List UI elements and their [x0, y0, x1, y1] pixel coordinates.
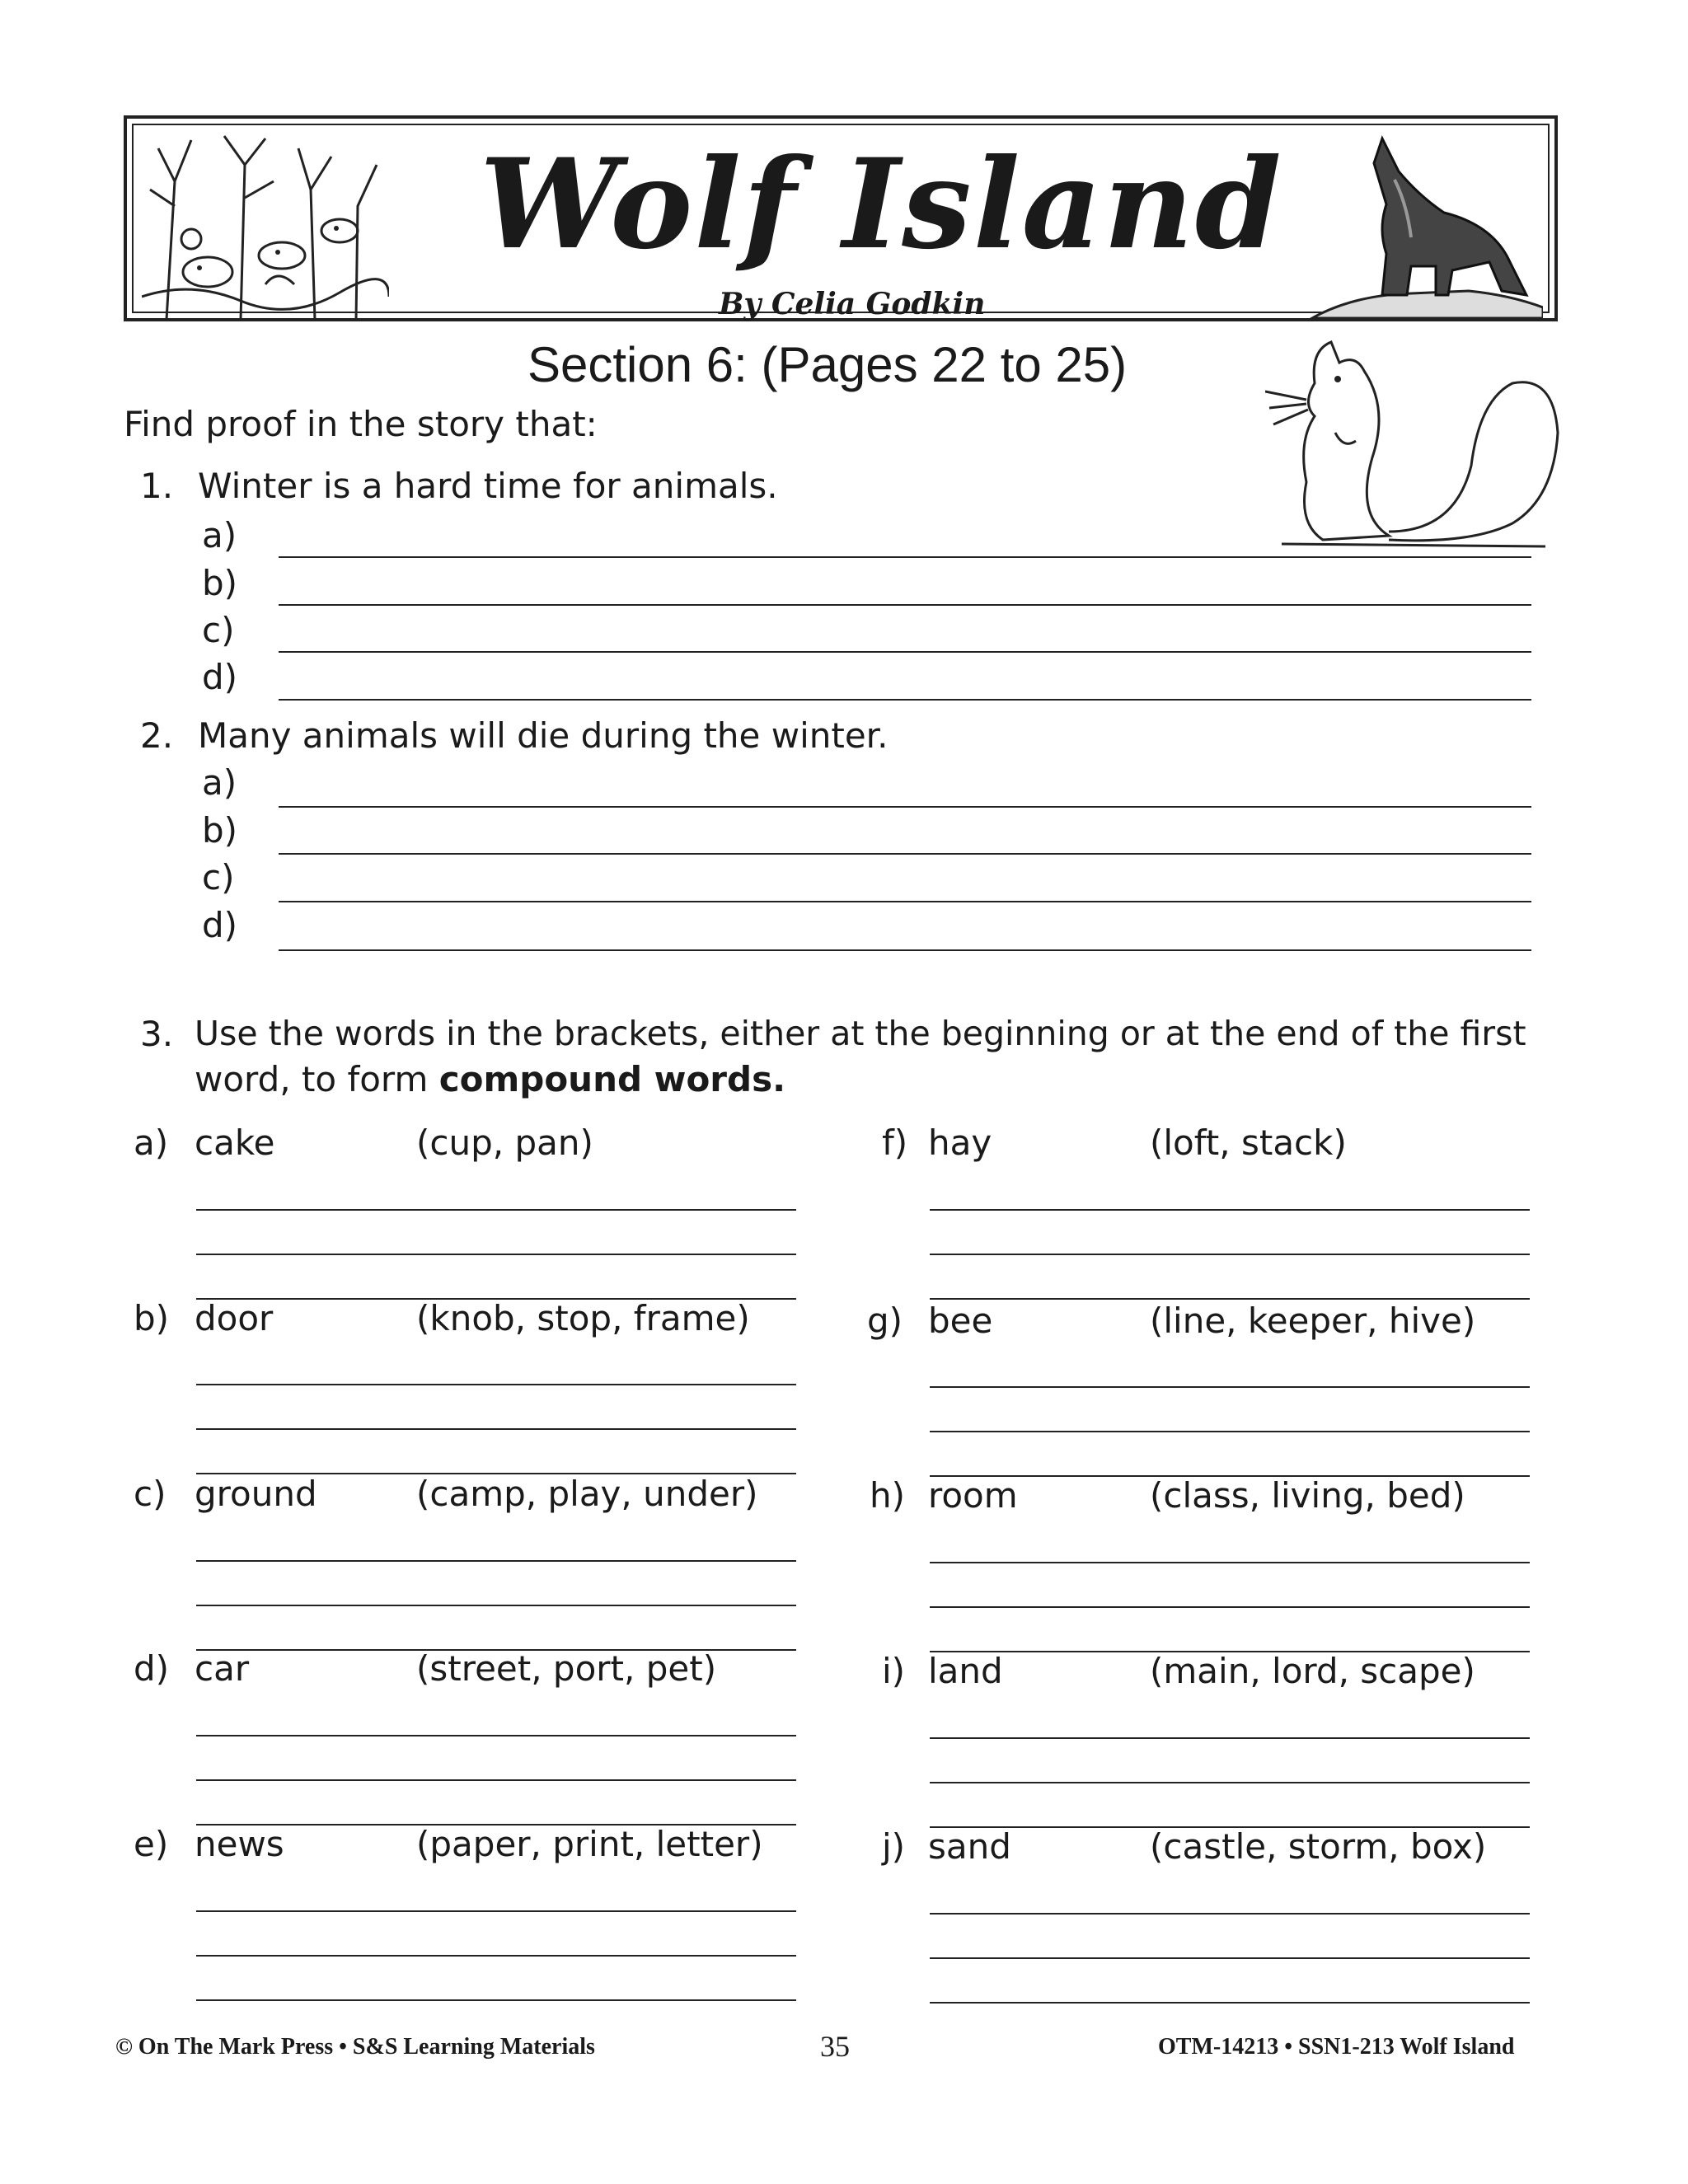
item-options: (knob, stop, frame) [416, 1298, 750, 1338]
banner-inner-border [132, 124, 1550, 321]
answer-line[interactable] [196, 1735, 796, 1736]
answer-line[interactable] [930, 1562, 1530, 1563]
answer-line[interactable] [196, 1999, 796, 2001]
item-word: door [195, 1298, 274, 1338]
answer-label: c) [202, 857, 235, 898]
answer-line[interactable] [196, 1384, 796, 1385]
answer-line[interactable] [196, 1560, 796, 1562]
answer-line[interactable] [930, 1913, 1530, 1915]
answer-line[interactable] [930, 1431, 1530, 1432]
answer-label: b) [202, 810, 238, 851]
item-letter: g) [867, 1301, 903, 1341]
item-letter: b) [134, 1298, 170, 1338]
item-word: land [928, 1651, 1003, 1691]
answer-line[interactable] [930, 1298, 1530, 1300]
author-byline: By Celia Godkin [719, 287, 986, 321]
item-letter: i) [882, 1651, 906, 1691]
squirrel-illustration [1265, 334, 1562, 556]
answer-line[interactable] [930, 2002, 1530, 2004]
section-title: Section 6: (Pages 22 to 25) [528, 337, 1128, 392]
item-options: (castle, storm, box) [1150, 1826, 1487, 1867]
answer-line[interactable] [279, 556, 1531, 558]
forest-animals-illustration [142, 132, 389, 320]
item-options: (line, keeper, hive) [1150, 1301, 1476, 1341]
item-word: hay [928, 1122, 992, 1163]
question-text-line2 [195, 1059, 785, 1099]
question-number: 1. [140, 466, 174, 506]
answer-line[interactable] [279, 699, 1531, 701]
footer-copyright: © On The Mark Press • S&S Learning Materials [115, 2034, 595, 2060]
answer-line[interactable] [930, 1386, 1530, 1388]
title-banner [124, 115, 1558, 321]
item-options: (camp, play, under) [416, 1474, 758, 1514]
item-letter: h) [870, 1475, 906, 1516]
question-text-plain: word, to form [195, 1059, 439, 1099]
answer-line[interactable] [196, 1209, 796, 1211]
item-word: sand [928, 1826, 1011, 1867]
item-letter: a) [134, 1122, 169, 1163]
answer-line[interactable] [196, 1254, 796, 1255]
item-options: (main, lord, scape) [1150, 1651, 1475, 1691]
answer-line[interactable] [279, 604, 1531, 606]
answer-label: d) [202, 657, 238, 697]
answer-line[interactable] [196, 1605, 796, 1606]
howling-wolf-illustration [1304, 130, 1543, 320]
item-word: cake [195, 1122, 275, 1163]
answer-line[interactable] [279, 806, 1531, 808]
answer-label: a) [202, 515, 237, 555]
page-number: 35 [820, 2030, 850, 2063]
item-word: car [195, 1648, 250, 1689]
question-text: Winter is a hard time for animals. [198, 466, 778, 506]
question-text: Use the words in the brackets, either at the beginning or at the end of the first [195, 1014, 1526, 1053]
item-letter: e) [134, 1824, 169, 1864]
item-letter: j) [882, 1826, 906, 1867]
item-letter: d) [134, 1648, 170, 1689]
item-word: room [928, 1475, 1018, 1516]
item-options: (loft, stack) [1150, 1122, 1347, 1163]
answer-line[interactable] [930, 1209, 1530, 1211]
question-number: 2. [140, 715, 174, 756]
question-text-emphasis: compound words. [438, 1059, 786, 1099]
item-word: ground [195, 1474, 317, 1514]
answer-line[interactable] [279, 853, 1531, 855]
instructions-intro: Find proof in the story that: [124, 404, 598, 444]
answer-line[interactable] [930, 1606, 1530, 1608]
answer-line[interactable] [196, 1910, 796, 1912]
answer-line[interactable] [279, 949, 1531, 951]
item-options: (cup, pan) [416, 1122, 593, 1163]
item-options: (street, port, pet) [416, 1648, 717, 1689]
answer-line[interactable] [279, 901, 1531, 902]
answer-line[interactable] [196, 1428, 796, 1430]
item-letter: c) [134, 1474, 166, 1514]
answer-line[interactable] [930, 1254, 1530, 1255]
item-word: bee [928, 1301, 993, 1341]
item-word: news [195, 1824, 284, 1864]
answer-label: b) [202, 563, 238, 603]
answer-line[interactable] [930, 1957, 1530, 1959]
item-options: (class, living, bed) [1150, 1475, 1465, 1516]
answer-line[interactable] [196, 1779, 796, 1781]
question-number: 3. [140, 1014, 174, 1054]
book-title: Wolf Island [480, 132, 1283, 277]
answer-line[interactable] [196, 1955, 796, 1957]
answer-line[interactable] [930, 1782, 1530, 1783]
answer-label: a) [202, 762, 237, 803]
item-options: (paper, print, letter) [416, 1824, 763, 1864]
answer-line[interactable] [930, 1737, 1530, 1739]
item-letter: f) [882, 1122, 908, 1163]
question-text: Many animals will die during the winter. [198, 715, 889, 756]
footer-product-code: OTM-14213 • SSN1-213 Wolf Island [1158, 2034, 1515, 2060]
answer-label: c) [202, 610, 235, 650]
answer-label: d) [202, 905, 238, 945]
answer-line[interactable] [279, 651, 1531, 653]
